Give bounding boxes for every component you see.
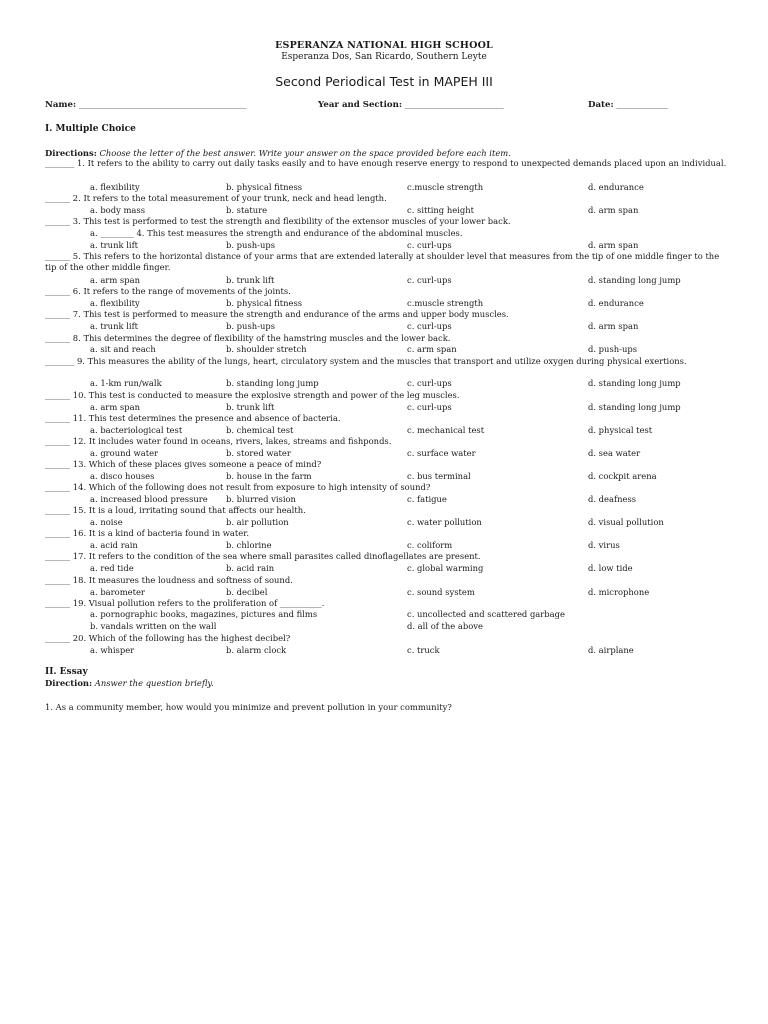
question-6: ______ 6. It refers to the range of movements of the joints. bbox=[45, 286, 291, 296]
question-option: b. chemical test bbox=[226, 425, 294, 435]
question-option: a. noise bbox=[90, 517, 123, 527]
question-option: c.muscle strength bbox=[407, 298, 484, 308]
question-option: b. acid rain bbox=[226, 563, 275, 573]
question-option: b. blurred vision bbox=[226, 494, 296, 504]
directions bbox=[45, 148, 511, 158]
question-option: c. curl-ups bbox=[407, 321, 452, 331]
question-option: a. increased blood pressure bbox=[90, 494, 208, 504]
question-option: b. push-ups bbox=[226, 321, 276, 331]
question-8: ______ 8. This determines the degree of flexibility of the hamstring muscles and the lower back. bbox=[45, 333, 451, 343]
name-field[interactable] bbox=[45, 100, 246, 110]
year-section-field[interactable] bbox=[318, 100, 504, 110]
question-option: d. push-ups bbox=[588, 344, 638, 354]
question-option: c. truck bbox=[407, 645, 440, 655]
question-option: c. coliform bbox=[407, 540, 453, 550]
question-option: a. arm span bbox=[90, 275, 140, 285]
question-2: ______ 2. It refers to the total measurement of your trunk, neck and head length. bbox=[45, 193, 387, 203]
question-option: d. virus bbox=[588, 540, 620, 550]
question-option: b. physical fitness bbox=[226, 298, 303, 308]
question-option: c. surface water bbox=[407, 448, 476, 458]
question-3: ______ 3. This test is performed to test the strength and flexibility of the extensor muscles of your lower back. bbox=[45, 216, 511, 226]
year-section-label: Year and Section: bbox=[318, 100, 403, 110]
question-option: a. whisper bbox=[90, 645, 135, 655]
question-option: c.muscle strength bbox=[407, 182, 484, 192]
question-option: b. chlorine bbox=[226, 540, 272, 550]
question-option: d. deafness bbox=[588, 494, 637, 504]
question-11: ______ 11. This test determines the presence and absence of bacteria. bbox=[45, 413, 341, 423]
question-option: d. airplane bbox=[588, 645, 634, 655]
question-option: b. alarm clock bbox=[226, 645, 287, 655]
question-15: ______ 15. It is a loud, irritating sound that affects our health. bbox=[45, 505, 306, 515]
question-16: ______ 16. It is a kind of bacteria found in water. bbox=[45, 528, 249, 538]
question-option: b. push-ups bbox=[226, 240, 276, 250]
directions-label: Directions: bbox=[45, 148, 97, 158]
question-option: d. endurance bbox=[588, 182, 644, 192]
question-option: d. microphone bbox=[588, 587, 650, 597]
question-option: b. house in the farm bbox=[226, 471, 312, 481]
essay-question: 1. As a community member, how would you minimize and prevent pollution in your community? bbox=[45, 702, 452, 712]
question-7: ______ 7. This test is performed to measure the strength and endurance of the arms and upper body muscles. bbox=[45, 309, 509, 319]
question-option: d. arm span bbox=[588, 205, 639, 215]
question-option: d. all of the above bbox=[407, 621, 483, 631]
question-option: c. curl-ups bbox=[407, 378, 452, 388]
question-option: a. sit and reach bbox=[90, 344, 156, 354]
question-option: a. ground water bbox=[90, 448, 159, 458]
question-1: _______ 1. It refers to the ability to carry out daily tasks easily and to have enough reserve energy to respond to unexpected demands placed upon an individual. bbox=[45, 158, 727, 168]
date-label: Date: bbox=[588, 100, 614, 110]
question-option: d. visual pollution bbox=[588, 517, 664, 527]
question-option: b. trunk lift bbox=[226, 275, 275, 285]
question-5: ______ 5. This refers to the horizontal distance of your arms that are extended laterally at shoulder level that measures from the tip of one middle finger to the tip of the other middle finger. bbox=[45, 251, 720, 272]
question-14: ______ 14. Which of the following does not result from exposure to high intensity of sound? bbox=[45, 482, 431, 492]
question-13: ______ 13. Which of these places gives someone a peace of mind? bbox=[45, 459, 322, 469]
essay-direction-label: Direction: bbox=[45, 678, 93, 688]
year-section-blank[interactable]: _______________________ bbox=[404, 100, 504, 110]
question-option: a. red tide bbox=[90, 563, 134, 573]
name-label: Name: bbox=[45, 100, 77, 110]
question-option: b. stored water bbox=[226, 448, 291, 458]
essay-direction bbox=[45, 678, 214, 688]
essay-direction-text: Answer the question briefly. bbox=[94, 678, 214, 688]
question-17: ______ 17. It refers to the condition of the sea where small parasites called dinoflagellates are present. bbox=[45, 551, 481, 561]
question-option: c. bus terminal bbox=[407, 471, 471, 481]
question-option: d. arm span bbox=[588, 321, 639, 331]
question-option: a. disco houses bbox=[90, 471, 155, 481]
question-option: a. 1-km run/walk bbox=[90, 378, 162, 388]
question-option: b. trunk lift bbox=[226, 402, 275, 412]
name-blank[interactable]: _______________________________________ bbox=[78, 100, 247, 110]
question-option: a. barometer bbox=[90, 587, 145, 597]
question-option: d. cockpit arena bbox=[588, 471, 657, 481]
question-option: a. body mass bbox=[90, 205, 146, 215]
question-option: d. arm span bbox=[588, 240, 639, 250]
question-option: b. air pollution bbox=[226, 517, 289, 527]
question-option: c. curl-ups bbox=[407, 402, 452, 412]
question-option: d. endurance bbox=[588, 298, 644, 308]
directions-text: Choose the letter of the best answer. Write your answer on the space provided before each item. bbox=[99, 148, 511, 158]
multiple-choice-heading: I. Multiple Choice bbox=[45, 124, 136, 134]
question-10: ______ 10. This test is conducted to measure the explosive strength and power of the leg muscles. bbox=[45, 390, 460, 400]
question-option: d. low tide bbox=[588, 563, 633, 573]
question-9: _______ 9. This measures the ability of the lungs, heart, circulatory system and the muscles that transport and utilize oxygen during physical exertions. bbox=[45, 356, 687, 366]
question-option: b. decibel bbox=[226, 587, 268, 597]
essay-heading: II. Essay bbox=[45, 667, 88, 677]
question-option: a. bacteriological test bbox=[90, 425, 183, 435]
question-option: d. sea water bbox=[588, 448, 641, 458]
question-option: a. flexibility bbox=[90, 182, 140, 192]
question-option: a. acid rain bbox=[90, 540, 138, 550]
question-18: ______ 18. It measures the loudness and softness of sound. bbox=[45, 575, 293, 585]
question-option: a. pornographic books, magazines, pictures and films bbox=[90, 609, 318, 619]
school-address: Esperanza Dos, San Ricardo, Southern Leyte bbox=[281, 52, 487, 62]
question-option: c. water pollution bbox=[407, 517, 482, 527]
question-option: c. uncollected and scattered garbage bbox=[407, 609, 565, 619]
question-option: a. trunk lift bbox=[90, 321, 139, 331]
question-option: c. sound system bbox=[407, 587, 475, 597]
question-option: d. standing long jump bbox=[588, 402, 681, 412]
school-name: ESPERANZA NATIONAL HIGH SCHOOL bbox=[275, 40, 493, 51]
question-option: b. physical fitness bbox=[226, 182, 303, 192]
question-option: d. standing long jump bbox=[588, 378, 681, 388]
question-19: ______ 19. Visual pollution refers to the proliferation of __________. bbox=[45, 598, 325, 608]
question-option: a. trunk lift bbox=[90, 240, 139, 250]
question-option: b. vandals written on the wall bbox=[90, 621, 217, 631]
question-option: c. sitting height bbox=[407, 205, 474, 215]
question-option: d. physical test bbox=[588, 425, 653, 435]
question-option: a. flexibility bbox=[90, 298, 140, 308]
question-option: c. mechanical test bbox=[407, 425, 485, 435]
question-option: b. shoulder stretch bbox=[226, 344, 307, 354]
question-option: d. standing long jump bbox=[588, 275, 681, 285]
test-title: Second Periodical Test in MAPEH III bbox=[275, 74, 493, 89]
question-20: ______ 20. Which of the following has the highest decibel? bbox=[45, 633, 291, 643]
date-blank[interactable]: ____________ bbox=[616, 100, 668, 110]
question-option: c. curl-ups bbox=[407, 240, 452, 250]
question-option: a. ________ 4. This test measures the strength and endurance of the abdominal muscles. bbox=[90, 228, 463, 238]
question-12: ______ 12. It includes water found in oceans, rivers, lakes, streams and fishponds. bbox=[45, 436, 392, 446]
question-option: c. global warming bbox=[407, 563, 484, 573]
question-option: c. arm span bbox=[407, 344, 457, 354]
question-option: c. fatigue bbox=[407, 494, 447, 504]
question-option: a. arm span bbox=[90, 402, 140, 412]
question-option: b. standing long jump bbox=[226, 378, 319, 388]
date-field[interactable] bbox=[588, 100, 668, 110]
question-option: b. stature bbox=[226, 205, 268, 215]
question-option: c. curl-ups bbox=[407, 275, 452, 285]
